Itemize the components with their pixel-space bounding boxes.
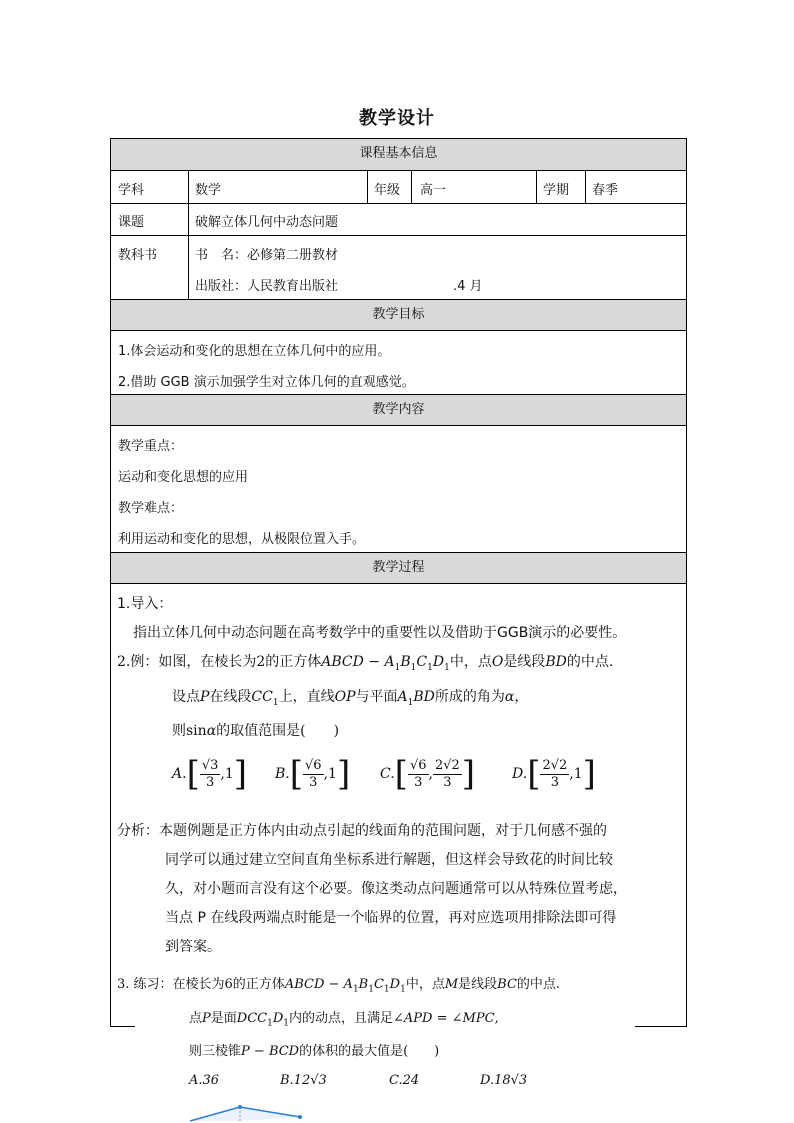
practice-d: 的中点. bbox=[516, 977, 561, 992]
option-d: D.[ $\frac{2√2}{3}$ ,1] bbox=[512, 754, 596, 794]
document-title: 教学设计 bbox=[359, 108, 435, 129]
example-line-2: 设点P在线段$CC_1$上，直线OP与平面$A_1BD$所成的角为α， bbox=[172, 689, 529, 708]
col-divider bbox=[585, 171, 586, 203]
cube-vertex bbox=[298, 1115, 302, 1119]
ex-l2-c: 上，直线 bbox=[278, 689, 335, 705]
analysis-line: 到答案。 bbox=[165, 939, 221, 955]
practice-l2-a: 点 bbox=[189, 1011, 203, 1026]
option-c: C.[ $\frac{√6}{3}$ , $\frac{2√2}{3}$ ] bbox=[380, 754, 476, 794]
example-end2: 的中点. bbox=[566, 654, 614, 670]
option-a: A.[ $\frac{√3}{3}$ ,1] bbox=[172, 754, 248, 794]
analysis-line: 同学可以通过建立空间直角坐标系进行解题，但这样会导致花的时间比较 bbox=[165, 852, 613, 868]
col-divider bbox=[411, 171, 412, 203]
section-content: 教学内容 bbox=[111, 394, 686, 426]
ex-l2-b: 在线段 bbox=[209, 689, 252, 705]
practice-option-c: C.24 bbox=[389, 1073, 420, 1088]
ex-l3-end: 的取值范围是( ) bbox=[216, 723, 340, 739]
goal-item: 1.体会运动和变化的思想在立体几何中的应用。 bbox=[118, 344, 391, 359]
example-end: 是线段 bbox=[503, 654, 546, 670]
term-label: 学期 bbox=[543, 183, 570, 198]
key-point-text: 运动和变化思想的应用 bbox=[118, 470, 249, 485]
cube-figure bbox=[185, 1103, 315, 1123]
textbook-label: 教科书 bbox=[118, 248, 158, 263]
topic-value: 破解立体几何中动态问题 bbox=[195, 215, 339, 230]
practice-l3-b: 的体积的最大值是( ) bbox=[299, 1044, 440, 1059]
practice-l2-d: = ∠ bbox=[436, 1011, 463, 1026]
analysis-line: 当点 P 在线段两端点时能是一个临界的位置，再对应选项用排除法即可得 bbox=[165, 910, 617, 926]
col-divider bbox=[367, 171, 368, 203]
cube-vertex bbox=[238, 1105, 242, 1109]
ex-l2-d: 与平面 bbox=[355, 689, 398, 705]
ex-l2-e: 所成的角为 bbox=[434, 689, 505, 705]
practice-l2-b: 是面 bbox=[210, 1011, 237, 1026]
option-b: B.[ $\frac{√6}{3}$ ,1] bbox=[275, 754, 351, 794]
practice-l2-c: 内的动点，且满足∠ bbox=[289, 1011, 404, 1026]
row-divider bbox=[111, 235, 686, 236]
option-d-letter: D. bbox=[512, 766, 528, 782]
analysis-line: 分析：本题例题是正方体内由动点引起的线面角的范围问题，对于几何感不强的 bbox=[117, 823, 607, 839]
practice-b: 中，点 bbox=[405, 977, 445, 992]
practice-option-b: B.12√3 bbox=[280, 1073, 327, 1088]
key-point-label: 教学重点： bbox=[118, 439, 184, 454]
option-b-letter: B. bbox=[275, 766, 290, 782]
ex-l2-a: 设点 bbox=[172, 689, 200, 705]
section-goals: 教学目标 bbox=[111, 299, 686, 331]
term-value: 春季 bbox=[592, 183, 619, 198]
example-mid: 中，点 bbox=[449, 654, 492, 670]
publish-date: .4 月 bbox=[453, 279, 483, 294]
section-basic-info: 课程基本信息 bbox=[111, 139, 686, 171]
practice-c: 是线段 bbox=[458, 977, 498, 992]
goal-item: 2.借助 GGB 演示加强学生对立体几何的直观感觉。 bbox=[118, 375, 415, 390]
option-a-letter: A. bbox=[172, 766, 187, 782]
practice-l3-a: 则三棱锥 bbox=[189, 1044, 242, 1059]
subject-value: 数学 bbox=[195, 183, 222, 198]
intro-text: 指出立体几何中动态问题在高考数学中的重要性以及借助于GGB演示的必要性。 bbox=[133, 625, 627, 641]
difficulty-label: 教学难点： bbox=[118, 501, 184, 516]
practice-option-d: D.18√3 bbox=[480, 1073, 528, 1088]
example-line-1: 2.例：如图，在棱长为2的正方体ABCD − $A_1B_1C_1D_1$中，点O是线段BD的中点. bbox=[117, 654, 614, 673]
option-c-letter: C. bbox=[380, 766, 395, 782]
practice-line-2: 点P是面$DCC_1D_1$内的动点，且满足∠APD = ∠MPC, bbox=[189, 1011, 499, 1029]
row-divider bbox=[111, 203, 686, 204]
ex-l3: 则sin bbox=[172, 723, 207, 739]
practice-line-3: 则三棱锥P − BCD的体积的最大值是( ) bbox=[189, 1044, 440, 1059]
textbook-name: 书 名：必修第二册教材 bbox=[195, 248, 339, 263]
grade-value: 高一 bbox=[420, 183, 447, 198]
subject-label: 学科 bbox=[118, 183, 145, 198]
practice-l2-e: , bbox=[494, 1011, 499, 1026]
example-prefix: 2.例：如图，在棱长为2的正方体 bbox=[117, 654, 322, 670]
section-process: 教学过程 bbox=[111, 552, 686, 584]
intro-label: 1.导入： bbox=[117, 596, 173, 612]
grade-label: 年级 bbox=[374, 183, 401, 198]
example-line-3: 则sinα的取值范围是( ) bbox=[172, 723, 340, 739]
col-divider bbox=[188, 235, 189, 299]
practice-a: 3. 练习：在棱长为6的正方体 bbox=[117, 977, 285, 992]
practice-option-a: A.36 bbox=[189, 1073, 220, 1088]
practice-line-1: 3. 练习：在棱长为6的正方体ABCD − $A_1B_1C_1D_1$中，点M是线段BC的中点. bbox=[117, 977, 561, 995]
topic-label: 课题 bbox=[118, 215, 145, 230]
publisher: 出版社：人民教育出版社 bbox=[195, 279, 339, 294]
difficulty-text: 利用运动和变化的思想，从极限位置入手。 bbox=[118, 532, 366, 547]
analysis-line: 久，对小题而言没有这个必要。像这类动点问题通常可以从特殊位置考虑， bbox=[165, 881, 627, 897]
col-divider bbox=[536, 171, 537, 203]
